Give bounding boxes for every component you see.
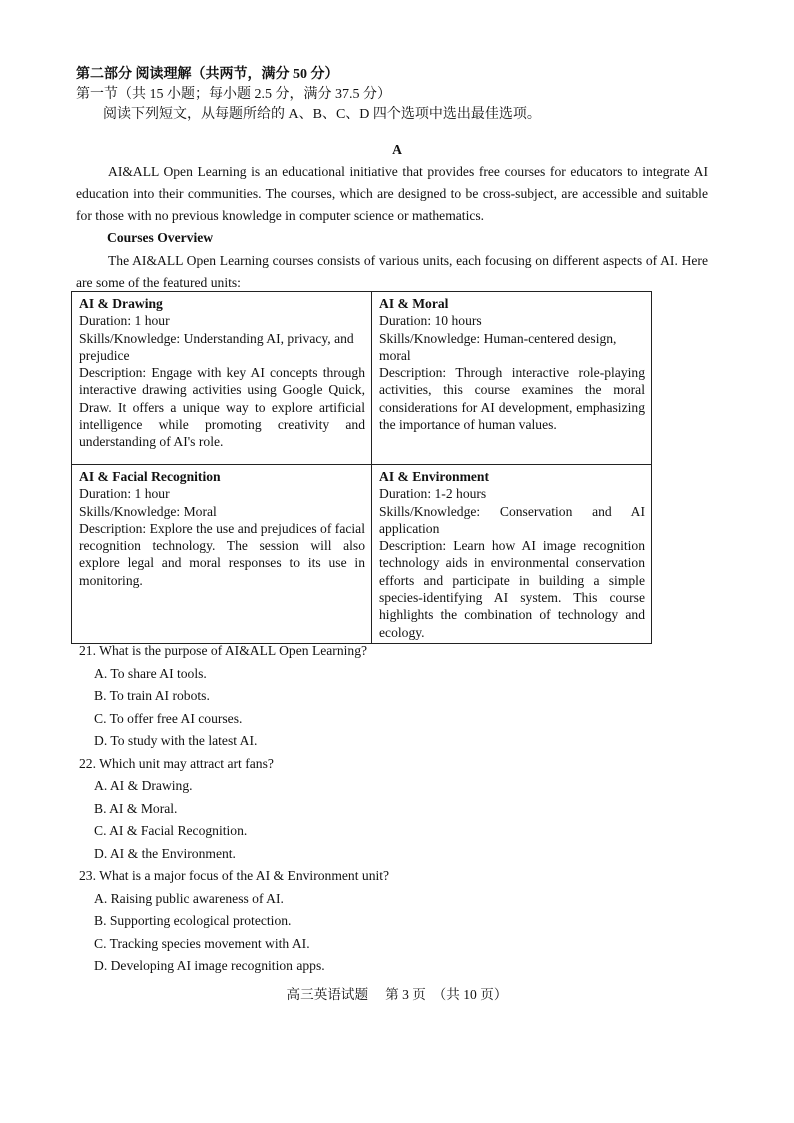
answer-option: D. Developing AI image recognition apps. (94, 958, 325, 973)
answer-option: C. AI & Facial Recognition. (94, 823, 248, 838)
page-footer: 高三英语试题 第 3 页 （共 10 页） (286, 987, 508, 1002)
unit-description: Description: Through interactive role-playing activities, this course examines the moral considerations for AI development, emphasizing the importance of human values. (379, 365, 645, 433)
question-21 (79, 640, 719, 753)
answer-option: A. AI & Drawing. (94, 778, 193, 793)
question-23 (79, 865, 719, 978)
units-table (71, 291, 652, 644)
answer-option: B. AI & Moral. (94, 800, 178, 816)
passage-label: A (392, 142, 402, 157)
unit-title: AI & Moral (379, 296, 449, 311)
overview-text: The AI&ALL Open Learning courses consists of various units, each focusing on different aspects of AI. Here are some of the featured units: (76, 253, 708, 290)
section-title: 第一节（共 15 小题；每小题 2.5 分，满分 37.5 分） (76, 87, 391, 102)
passage-intro: AI&ALL Open Learning is an educational initiative that provides free courses for educators to integrate AI education into their communities. The courses, which are designed to be cross-subject, are accessible and suitable for those with no previous knowledge in computer science or mathematics. (76, 164, 708, 223)
unit-description: Description: Explore the use and prejudices of facial recognition technology. The session will also explore legal and moral responses to its use in monitoring. (79, 520, 365, 588)
unit-description: Description: Learn how AI image recognition technology aids in environmental conservation efforts and participate in building a simple species-identifying AI system. This course highlights the combination of technology and ecology. (379, 538, 645, 640)
question-stem: 21. What is the purpose of AI&ALL Open Learning? (79, 643, 368, 658)
overview-heading: Courses Overview (107, 230, 214, 245)
unit-duration: Duration: 1 hour (79, 486, 170, 502)
unit-skills: Skills/Knowledge: Understanding AI, privacy, and prejudice (79, 330, 354, 363)
answer-option: A. To share AI tools. (94, 665, 207, 681)
part-title: 第二部分 阅读理解（共两节，满分 50 分） (76, 67, 339, 82)
unit-cell-facial-recognition (72, 465, 372, 644)
unit-cell-moral (372, 292, 652, 465)
answer-option: B. Supporting ecological protection. (94, 913, 292, 928)
unit-skills: Skills/Knowledge: Conservation and AI application (379, 503, 645, 536)
answer-option: A. Raising public awareness of AI. (94, 890, 284, 906)
answer-option: B. To train AI robots. (94, 688, 210, 703)
unit-cell-drawing (72, 292, 372, 465)
units-row (72, 465, 652, 644)
unit-duration: Duration: 1-2 hours (379, 486, 487, 502)
unit-title: AI & Facial Recognition (79, 469, 221, 484)
units-row (72, 292, 652, 465)
question-stem: 22. Which unit may attract art fans? (79, 755, 274, 771)
instruction-text: 阅读下列短文，从每题所给的 A、B、C、D 四个选项中选出最佳选项。 (103, 107, 541, 122)
unit-duration: Duration: 1 hour (79, 313, 170, 329)
unit-skills: Skills/Knowledge: Human-centered design, moral (379, 330, 617, 363)
unit-title: AI & Environment (379, 469, 490, 484)
unit-cell-environment (372, 465, 652, 644)
unit-title: AI & Drawing (79, 296, 163, 311)
answer-option: D. To study with the latest AI. (94, 733, 258, 748)
unit-description: Description: Engage with key AI concepts through interactive drawing activities using Google Quick, Draw. It offers a unique way to explore artificial intelligence while promoting creativity and understanding of AI's role. (79, 365, 365, 450)
unit-skills: Skills/Knowledge: Moral (79, 503, 217, 519)
questions-section (79, 640, 719, 978)
answer-option: C. To offer free AI courses. (94, 710, 243, 726)
answer-option: D. AI & the Environment. (94, 845, 236, 861)
question-22 (79, 753, 719, 866)
answer-option: C. Tracking species movement with AI. (94, 935, 310, 951)
unit-duration: Duration: 10 hours (379, 313, 482, 329)
question-stem: 23. What is a major focus of the AI & Environment unit? (79, 868, 390, 883)
